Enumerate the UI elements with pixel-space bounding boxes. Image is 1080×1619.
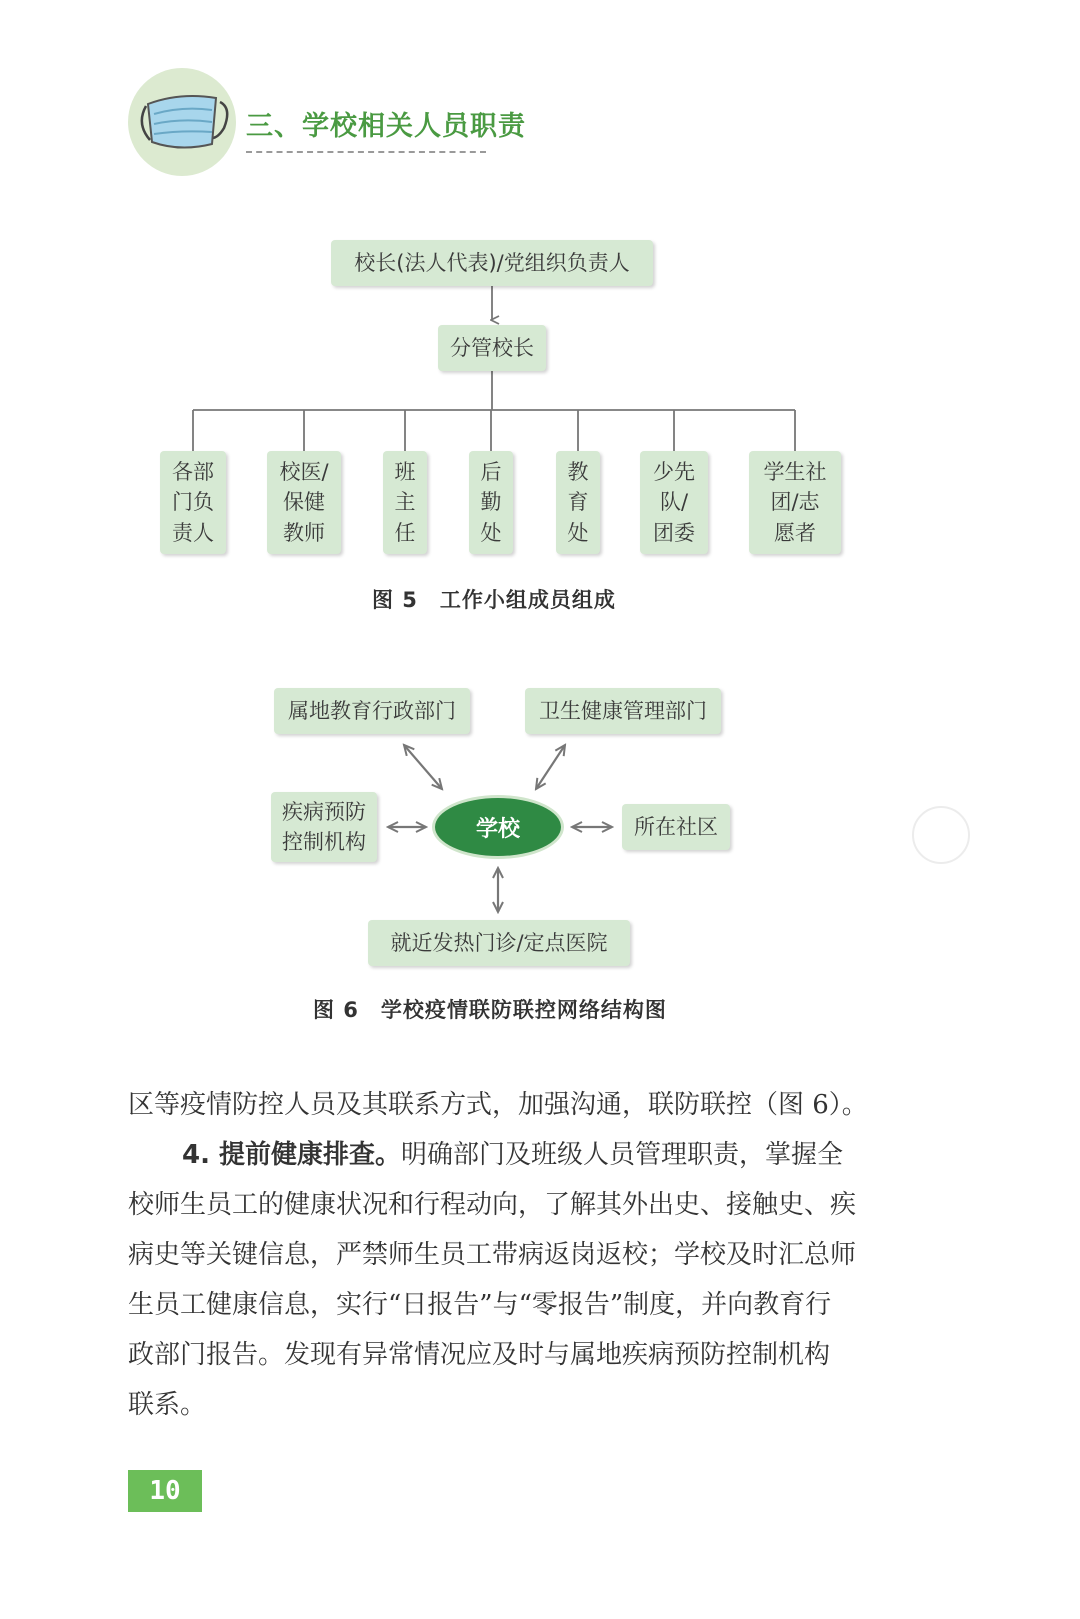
network-health-dept-box: 卫生健康管理部门 — [525, 688, 721, 734]
org-member-head-teacher: 班 主 任 — [383, 451, 427, 554]
section-title: 三、学校相关人员职责 — [246, 111, 526, 142]
org-vice-principal-box: 分管校长 — [438, 325, 546, 371]
paragraph-heading: 4. 提前健康排查。 — [182, 1140, 402, 1170]
page-number: 10 — [128, 1470, 202, 1512]
arrow-school-health-dept — [536, 745, 565, 789]
org-member-education-office: 教 育 处 — [556, 451, 600, 554]
network-school-node: 学校 — [432, 795, 564, 859]
watermark-icon — [912, 806, 970, 864]
network-cdc-box: 疾病预防 控制机构 — [271, 792, 377, 862]
body-line: 4. 提前健康排查。明确部门及班级人员管理职责，掌握全 — [182, 1140, 844, 1170]
body-line: 联系。 — [128, 1390, 207, 1420]
body-line: 区等疫情防控人员及其联系方式，加强沟通，联防联控（图 6）。 — [128, 1090, 868, 1120]
body-line: 病史等关键信息，严禁师生员工带病返岗返校；学校及时汇总师 — [128, 1240, 857, 1270]
body-line: 生员工健康信息，实行“日报告”与“零报告”制度，并向教育行 — [128, 1290, 832, 1320]
network-hospital-box: 就近发热门诊/定点医院 — [368, 920, 630, 966]
body-line: 校师生员工的健康状况和行程动向，了解其外出史、接触史、疾 — [128, 1190, 857, 1220]
org-member-logistics: 后 勤 处 — [469, 451, 513, 554]
network-community-box: 所在社区 — [622, 804, 730, 850]
figure5-caption: 图 5 工作小组成员组成 — [372, 588, 616, 612]
network-edu-dept-box: 属地教育行政部门 — [274, 688, 470, 734]
figure6-caption: 图 6 学校疫情联防联控网络结构图 — [313, 998, 667, 1022]
body-line: 政部门报告。发现有异常情况应及时与属地疾病预防控制机构 — [128, 1340, 831, 1370]
body-text — [128, 1080, 928, 1430]
arrow-school-edu-dept — [404, 745, 442, 789]
org-member-dept-heads: 各部 门负 责人 — [160, 451, 226, 554]
org-member-youth-league: 少先 队/ 团委 — [640, 451, 708, 554]
org-member-school-doctor: 校医/ 保健 教师 — [267, 451, 341, 554]
org-member-student-clubs: 学生社 团/志 愿者 — [749, 451, 841, 554]
org-principal-box: 校长(法人代表)/党组织负责人 — [331, 240, 653, 286]
